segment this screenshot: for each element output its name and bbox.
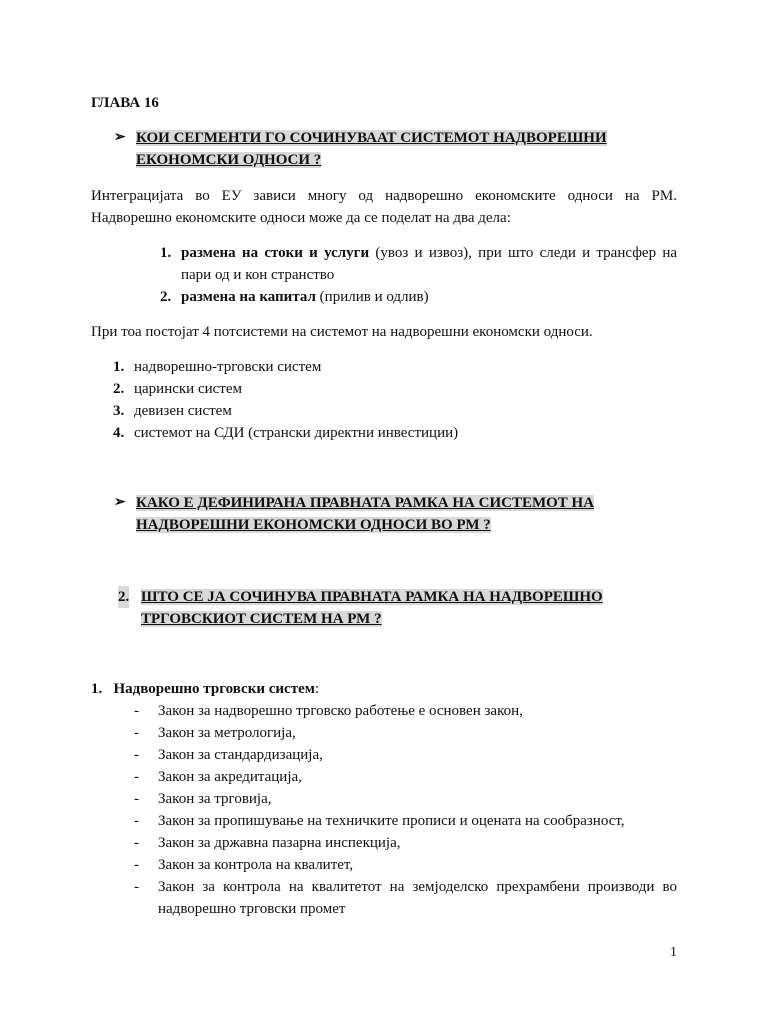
question-line-2: ТРГОВСКИОТ СИСТЕМ НА РМ ? [141, 611, 382, 627]
subsystems-intro: При тоа постојат 4 потсистеми на системот на надворешни економски односи. [91, 324, 593, 340]
list-item: - Закон за акредитација, [134, 769, 302, 785]
list-item: - Закон за надворешно трговско работење е основен закон, [134, 703, 523, 719]
list-item: 3. девизен систем [113, 403, 232, 419]
page-number: 1 [670, 945, 677, 960]
question-line-2: ЕКОНОМСКИ ОДНОСИ ? [136, 152, 322, 168]
arrow-bullet-icon: ➢ [114, 495, 126, 510]
question-foreign-trade-framework: 2. ШТО СЕ ЈА СОЧИНУВА ПРАВНАТА РАМКА НА НАДВОРЕШНО ТРГОВСКИОТ СИСТЕМ НА РМ ? [118, 586, 677, 630]
arrow-bullet-icon: ➢ [114, 130, 126, 145]
list-item: - Закон за контрола на квалитет, [134, 857, 354, 873]
intro-paragraph: Интеграцијата во ЕУ зависи многу од надворешно економските односи на РМ. Надворешно економските односи може да се поделат на два дела: [91, 188, 677, 226]
list-item: 1. размена на стоки и услуги (увоз и извоз), при што следи и трансфер на пари од и кон странство [160, 245, 677, 283]
question-line-1: ШТО СЕ ЈА СОЧИНУВА ПРАВНАТА РАМКА НА НАДВОРЕШНО [141, 589, 603, 605]
list-item: - Закон за трговија, [134, 791, 272, 807]
section-heading: 1. Надворешно трговски систем: [91, 681, 320, 697]
question-line-1: КОИ СЕГМЕНТИ ГО СОЧИНУВААТ СИСТЕМОТ НАДВОРЕШНИ [136, 130, 607, 146]
list-item: - Закон за метрологија, [134, 725, 296, 741]
list-item: - Закон за пропишување на техничките прописи и оцената на сообразност, [134, 813, 625, 829]
question-line-2: НАДВОРЕШНИ ЕКОНОМСКИ ОДНОСИ ВО РМ ? [136, 517, 491, 533]
subsystems-list [113, 356, 673, 444]
relations-parts-list [160, 242, 677, 308]
laws-list [134, 700, 677, 920]
list-item: 1. надворешно-трговски систем [113, 359, 322, 375]
chapter-title: ГЛАВА 16 [91, 95, 159, 111]
list-item: 2. размена на капитал (прилив и одлив) [160, 289, 429, 305]
list-item: - Закон за контрола на квалитетот на земјоделско прехрамбени производи во надворешно трговски промет [134, 879, 677, 917]
question-line-1: КАКО Е ДЕФИНИРАНА ПРАВНАТА РАМКА НА СИСТЕМОТ НА [136, 495, 595, 511]
list-item: - Закон за државна пазарна инспекција, [134, 835, 401, 851]
list-item: 2. царински систем [113, 381, 243, 397]
question-legal-framework [114, 492, 677, 536]
list-item: - Закон за стандардизација, [134, 747, 323, 763]
list-item: 4. системот на СДИ (странски директни инвестиции) [113, 425, 459, 441]
question-segments [114, 127, 677, 171]
section-title: Надворешно трговски систем [113, 681, 315, 697]
